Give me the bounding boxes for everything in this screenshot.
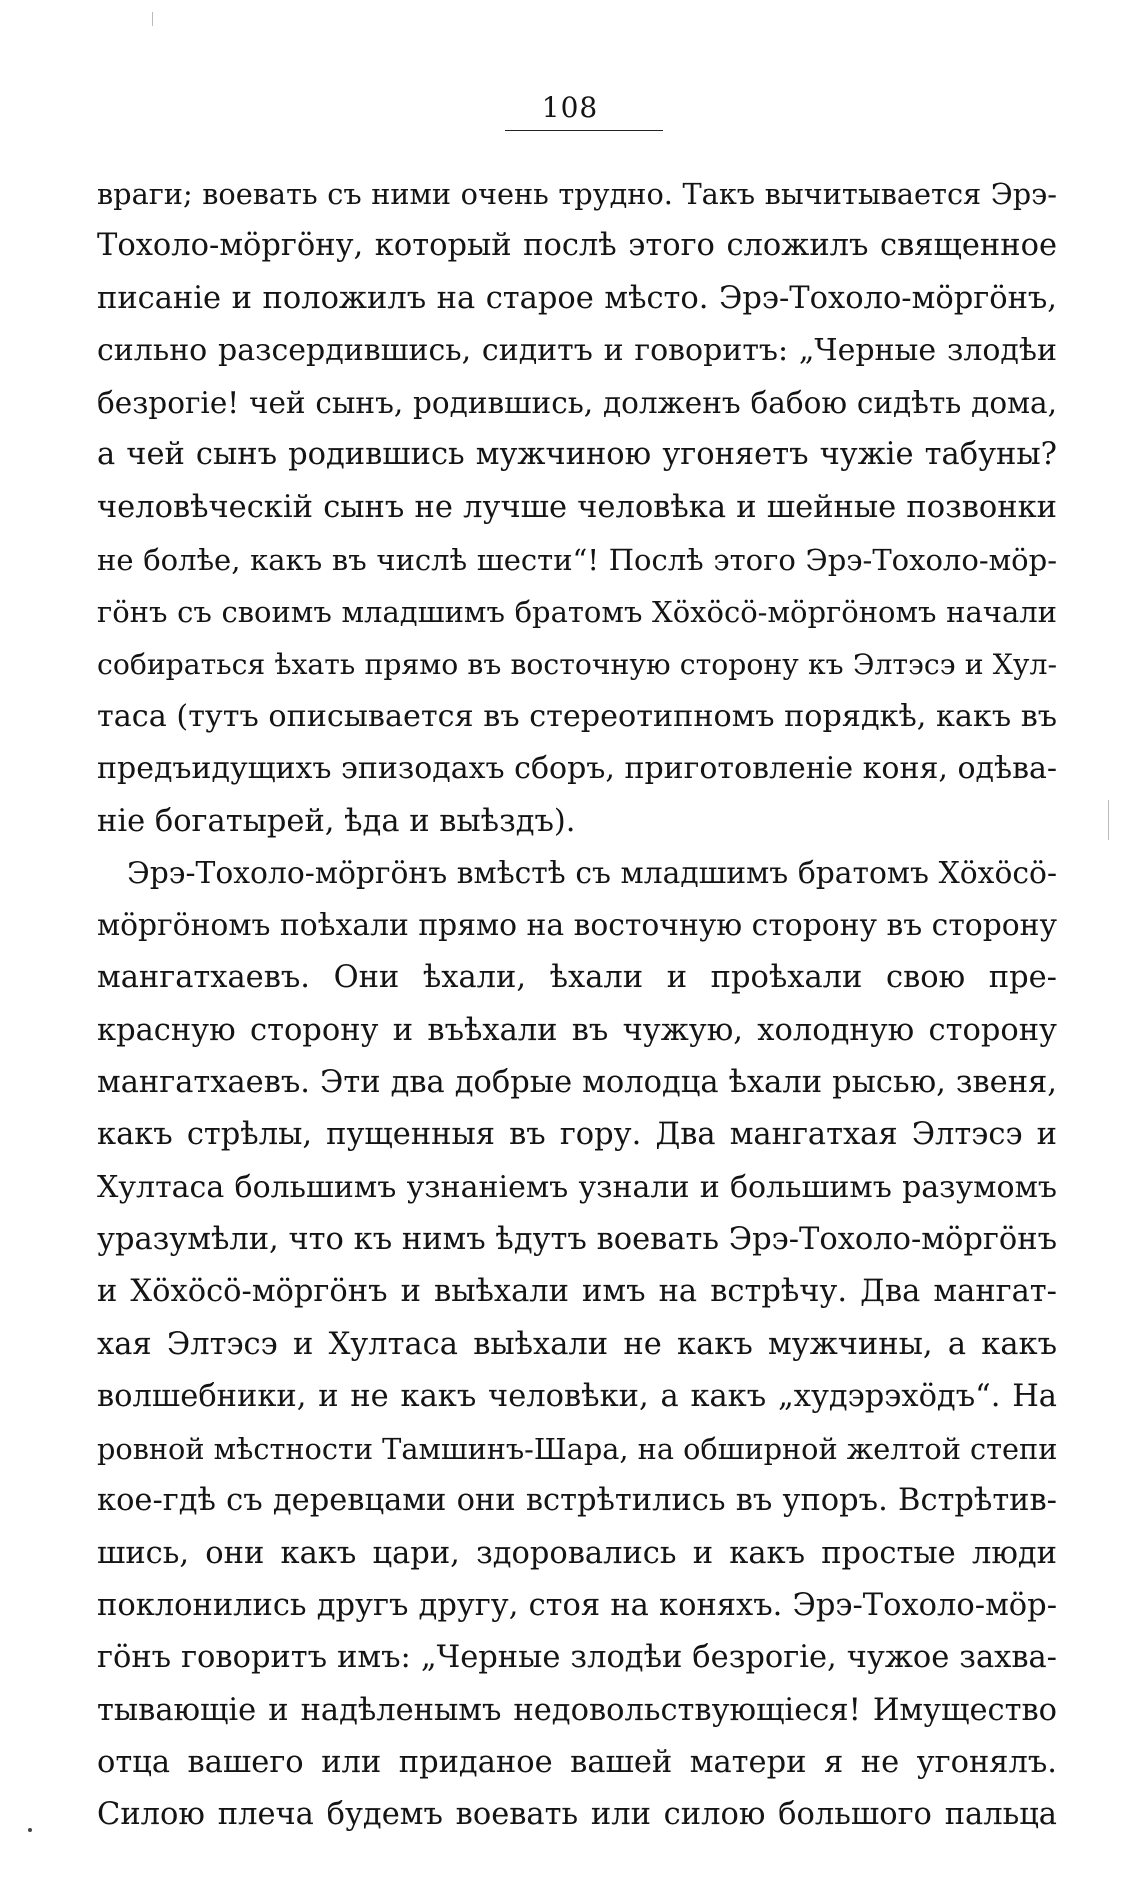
text-line: тывающіе и надѣленымъ недовольствующіеся! Имущество [97, 1692, 1057, 1728]
text-line: отца вашего или приданое вашей матери я не угонялъ. [97, 1744, 1057, 1780]
paragraph-1 [97, 168, 1057, 848]
page-number-rule [505, 130, 663, 131]
text-line: Эрэ-Тохоло-мöргöнъ вмѣстѣ съ младшимъ братомъ Хöхöсö- [127, 855, 1057, 891]
text-line: мангатхаевъ. Эти два добрые молодца ѣхали рысью, звеня, [97, 1065, 1057, 1101]
page-number: 108 [541, 91, 599, 124]
text-line: предъидущихъ эпизодахъ сборъ, приготовленіе коня, одѣва- [97, 751, 1057, 787]
text-line: и Хöхöсö-мöргöнъ и выѣхали имъ на встрѣчу. Два мангат- [97, 1274, 1057, 1310]
page-text [97, 168, 1057, 1842]
text-line: враги; воевать съ ними очень трудно. Такъ вычитывается Эрэ- [97, 177, 1057, 211]
text-line: не болѣе, какъ въ числѣ шести“! Послѣ этого Эрэ-Тохоло-мöр- [97, 543, 1057, 578]
text-line: писаніе и положилъ на старое мѣсто. Эрэ-Тохоло-мöргöнъ, [97, 280, 1057, 316]
scan-speck [28, 1828, 32, 1832]
text-line: гöнъ съ своимъ младшимъ братомъ Хöхöсö-мöргöномъ начали [97, 595, 1057, 630]
text-line: гöнъ говоритъ имъ: „Черные злодѣи безрогіе, чужое захва- [97, 1640, 1057, 1676]
text-line: красную сторону и въѣхали въ чужую, холодную сторону [97, 1012, 1057, 1048]
text-line: человѣческій сынъ не лучше человѣка и шейные позвонки [97, 489, 1057, 525]
text-line: волшебники, и не какъ человѣки, а какъ „худэрэхöдъ“. На [97, 1378, 1057, 1414]
text-line: безрогіе! чей сынъ, родившись, долженъ бабою сидѣть дома, [97, 386, 1057, 421]
paragraph-2 [97, 848, 1057, 1842]
text-line: Силою плеча будемъ воевать или силою большого пальца [97, 1797, 1057, 1833]
text-line: кое-гдѣ съ деревцами они встрѣтились въ упоръ. Встрѣтив- [97, 1483, 1057, 1519]
text-line: а чей сынъ родившись мужчиною угоняетъ чужіе табуны? [97, 437, 1057, 473]
text-line: хая Элтэсэ и Хултаса выѣхали не какъ мужчины, а какъ [97, 1326, 1057, 1362]
text-line: уразумѣли, что къ нимъ ѣдутъ воевать Эрэ-Тохоло-мöргöнъ [97, 1221, 1057, 1257]
scan-mark [152, 12, 153, 26]
text-line: Хултаса большимъ узнаніемъ узнали и большимъ разумомъ [97, 1169, 1057, 1205]
text-line: поклонились другъ другу, стоя на коняхъ. Эрэ-Тохоло-мöр- [97, 1588, 1057, 1624]
text-line: ніе богатырей, ѣда и выѣздъ). [97, 803, 576, 839]
text-line: мангатхаевъ. Они ѣхали, ѣхали и проѣхали свою пре- [97, 960, 1057, 996]
text-line: какъ стрѣлы, пущенныя въ гору. Два мангатхая Элтэсэ и [97, 1117, 1057, 1153]
text-line: ровной мѣстности Тамшинъ-Шара, на обширной желтой степи [97, 1432, 1057, 1467]
text-line: таса (тутъ описывается въ стереотипномъ порядкѣ, какъ въ [97, 698, 1057, 734]
text-line: Тохоло-мöргöну, который послѣ этого сложилъ священное [97, 228, 1057, 264]
text-line: сильно разсердившись, сидитъ и говоритъ: „Черные злодѣи [97, 332, 1057, 368]
text-line: собираться ѣхать прямо въ восточную сторону къ Элтэсэ и Хул- [97, 647, 1057, 681]
scan-mark [1108, 800, 1109, 840]
text-line: шись, они какъ цари, здоровались и какъ простые люди [97, 1535, 1057, 1571]
text-line: мöргöномъ поѣхали прямо на восточную сторону въ сторону [97, 908, 1057, 944]
